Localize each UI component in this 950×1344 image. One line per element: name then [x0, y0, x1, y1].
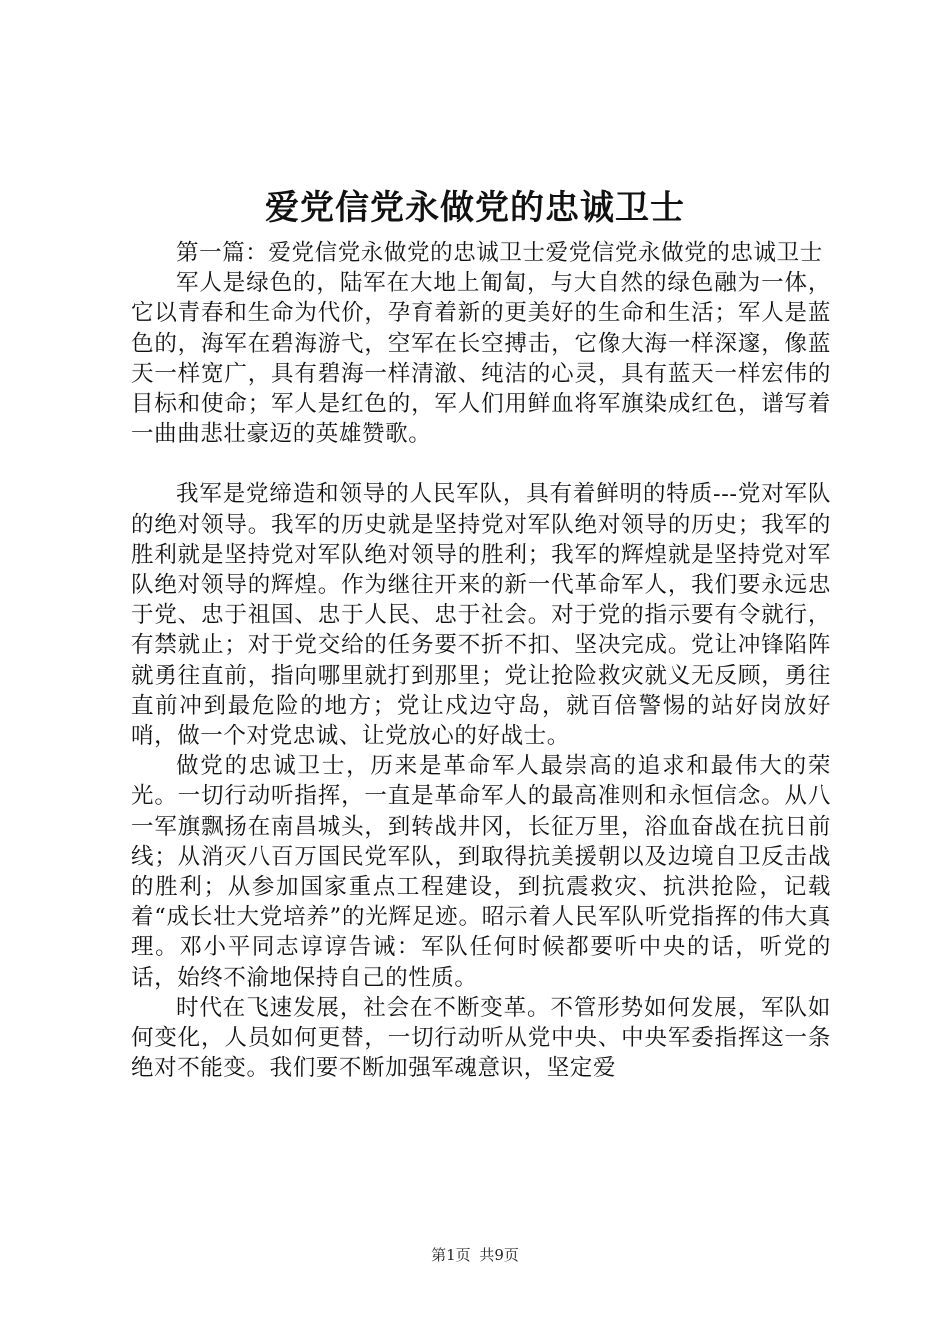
paragraph-4: 做党的忠诚卫士，历来是革命军人最崇高的追求和最伟大的荣光。一切行动听指挥，一直是革命军人的最高准则和永恒信念。从八一军旗飘扬在南昌城头，到转战井冈，长征万里，浴血奋战在抗日前线；从消灭八百万国民党军队，到取得抗美援朝以及边境自卫反击战的胜利；从参加国家重点工程建设，到抗震救灾、抗洪抢险，记载着“成长壮大党培养”的光辉足迹。昭示着人民军队听党指挥的伟大真理。邓小平同志谆谆告诫：军队任何时候都要听中央的话，听党的话，始终不渝地保持自己的性质。	[131, 753, 831, 991]
paragraph-3: 我军是党缔造和领导的人民军队，具有着鲜明的特质---党对军队的绝对领导。我军的历史就是坚持党对军队绝对领导的历史；我军的胜利就是坚持党对军队绝对领导的胜利；我军的辉煌就是坚持党对军队绝对领导的辉煌。作为继往开来的新一代革命军人，我们要永远忠于党、忠于祖国、忠于人民、忠于社会。对于党的指示要有令就行，有禁就止；对于党交给的任务要不折不扣、坚决完成。党让冲锋陷阵就勇往直前，指向哪里就打到那里；党让抢险救灾就义无反顾，勇往直前冲到最危险的地方；党让戍边守岛，就百倍警惕的站好岗放好哨，做一个对党忠诚、让党放心的好战士。	[131, 481, 831, 750]
paragraph-1: 第一篇：爱党信党永做党的忠诚卫士爱党信党永做党的忠诚卫士	[176, 240, 823, 266]
document-body	[131, 238, 831, 1083]
page-footer	[0, 1244, 950, 1266]
paragraph-2: 军人是绿色的，陆军在大地上匍匐，与大自然的绿色融为一体，它以青春和生命为代价，孕育着新的更美好的生命和生活；军人是蓝色的，海军在碧海游弋，空军在长空搏击，它像大海一样深邃，像蓝天一样宽广，具有碧海一样清澈、纯洁的心灵，具有蓝天一样宏伟的目标和使命；军人是红色的，军人们用鲜血将军旗染成红色，谱写着一曲曲悲壮豪迈的英雄赞歌。	[131, 270, 831, 448]
paragraph-5: 时代在飞速发展，社会在不断变革。不管形势如何发展，军队如何变化，人员如何更替，一切行动听从党中央、中央军委指挥这一条绝对不能变。我们要不断加强军魂意识，坚定爱	[131, 994, 831, 1082]
page-number: 第1页	[431, 1246, 471, 1264]
document-title: 爱党信党永做党的忠诚卫士	[265, 188, 685, 228]
page-total: 共9页	[479, 1246, 519, 1264]
